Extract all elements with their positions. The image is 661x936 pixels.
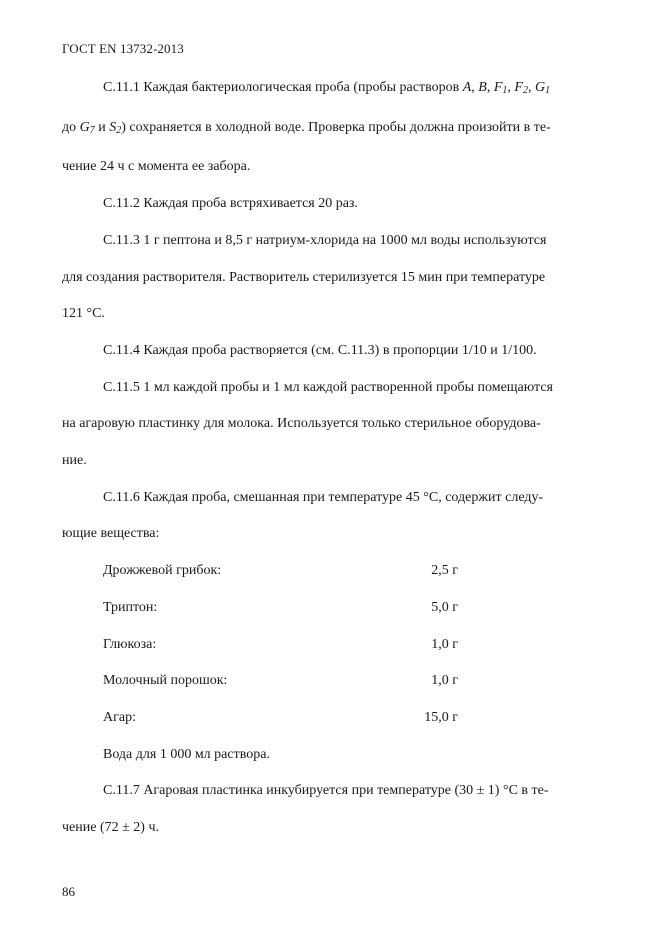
paragraph-line: С.11.5 1 мл каждой пробы и 1 мл каждой растворенной пробы помещаются: [103, 379, 553, 395]
subscript: 7: [89, 124, 95, 136]
page-number: 86: [62, 884, 75, 899]
ingredient-name: Молочный порошок:: [103, 673, 228, 689]
paragraph-line: С.11.2 Каждая проба встряхивается 20 раз.: [103, 196, 358, 212]
paragraph-c-11-4: [62, 333, 614, 370]
ingredient-row: [62, 627, 614, 664]
separator: ,: [471, 80, 479, 95]
ingredient-amount: 5,0 г: [431, 599, 458, 615]
ingredient-name: Глюкоза:: [103, 636, 157, 652]
ingredient-list: [62, 553, 614, 736]
paragraph-c-11-6: [62, 480, 614, 553]
separator: ,: [527, 80, 535, 95]
variable-f1: F: [493, 80, 503, 95]
ingredient-row: [62, 700, 614, 737]
ingredient-name: Дрожжевой грибок:: [103, 563, 222, 579]
ingredient-amount: 2,5 г: [431, 563, 458, 579]
paragraph-line: С.11.4 Каждая проба растворяется (см. С.11.3) в пропорции 1/10 и 1/100.: [103, 342, 537, 358]
paragraph-line: чение 24 ч с момента ее забора.: [62, 159, 251, 175]
paragraph-line: ние.: [62, 453, 87, 469]
text-run: ) сохраняется в холодной воде. Проверка пробы должна произойти в те-: [121, 119, 551, 135]
variable-g7: G: [79, 119, 90, 135]
paragraph-line: на агаровую пластинку для молока. Используется только стерильное оборудова-: [62, 416, 541, 432]
paragraph-c-11-5: [62, 370, 614, 480]
ingredient-row: [62, 663, 614, 700]
page-body: [62, 70, 614, 847]
paragraph-line: [62, 110, 614, 150]
paragraph-line: 121 °С.: [62, 306, 105, 322]
paragraph-c-11-3: [62, 223, 614, 333]
variable-b: B: [478, 80, 487, 95]
water-note: Вода для 1 000 мл раствора.: [103, 746, 270, 762]
variable-g1: G: [534, 80, 546, 95]
paragraph-line: [62, 70, 614, 110]
variable-f2: F: [514, 80, 523, 95]
separator: ,: [507, 80, 515, 95]
subscript: 2: [522, 85, 528, 96]
ingredient-row: [62, 553, 614, 590]
paragraph-line: ющие вещества:: [62, 526, 160, 542]
ingredient-amount: 15,0 г: [424, 709, 458, 725]
paragraph-line: С.11.6 Каждая проба, смешанная при температуре 45 °С, содержит следу-: [103, 489, 544, 505]
separator: ,: [486, 80, 494, 95]
paragraph-line: для создания растворителя. Растворитель стерилизуется 15 мин при температуре: [62, 269, 546, 285]
ingredient-amount: 1,0 г: [431, 673, 458, 689]
ingredient-name: Триптон:: [103, 599, 158, 615]
paragraph-line: С.11.7 Агаровая пластинка инкубируется при температуре (30 ± 1) °С в те-: [103, 783, 549, 799]
text-run: С.11.1 Каждая бактериологическая проба (пробы растворов: [103, 80, 463, 95]
paragraph-line: чение (72 ± 2) ч.: [62, 819, 160, 835]
text-run: до: [62, 119, 80, 135]
variable-s2: S: [109, 119, 117, 135]
paragraph-line: С.11.3 1 г пептона и 8,5 г натриум-хлорида на 1000 мл воды используются: [103, 232, 547, 248]
ingredient-name: Агар:: [103, 709, 136, 725]
ingredient-row: [62, 590, 614, 627]
subscript: 2: [116, 124, 122, 136]
paragraph-c-11-2: [62, 186, 614, 223]
subscript: 1: [502, 85, 508, 96]
text-run: и: [94, 119, 110, 135]
variable-a: A: [462, 80, 472, 95]
paragraph-c-11-1: [62, 70, 614, 186]
document-header: ГОСТ EN 13732-2013: [62, 41, 184, 56]
paragraph-c-11-7: [62, 773, 614, 846]
subscript: 1: [545, 85, 551, 96]
ingredient-amount: 1,0 г: [431, 636, 458, 652]
